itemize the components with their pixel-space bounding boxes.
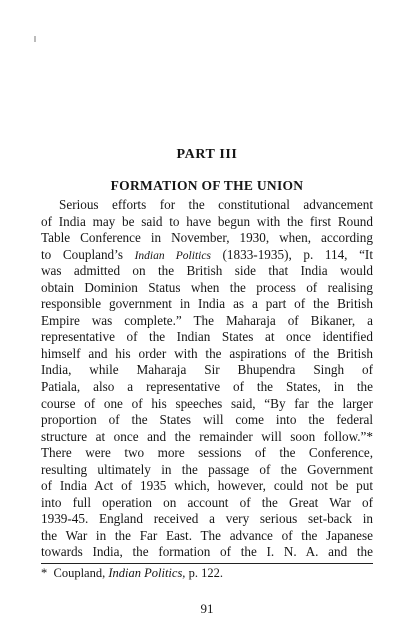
part-heading: PART III — [176, 147, 238, 162]
footnote-title: Indian Politics, — [108, 566, 186, 580]
footnote-author: Coupland, — [53, 566, 106, 580]
text-line: resulting ultimately in the passage of the Government — [41, 461, 373, 477]
text-line: representative of the Indian States at once identified — [41, 329, 373, 345]
text-line: the War in the Far East. The advance of the Japanese — [41, 527, 373, 543]
text-line: of India may be said to have begun with the first Round — [41, 213, 373, 229]
text-line: India, while Maharaja Sir Bhupendra Singh of — [41, 362, 373, 378]
text-line: responsible government in India as a part of the British — [41, 296, 373, 312]
text-line: obtain Dominion Status when the process of realising — [41, 279, 373, 295]
text-line: proportion of the States will come into the federal — [41, 412, 373, 428]
text-line: 1939-45. England received a very serious set-back in — [41, 511, 373, 527]
text-line: Patiala, also a representative of the States, in the — [41, 379, 373, 395]
text-line — [41, 247, 373, 264]
footnote-rule — [41, 563, 373, 564]
text-line: towards India, the formation of the I. N. A. and the — [41, 544, 373, 560]
text-line: of India Act of 1935 which, however, could not be put — [41, 478, 373, 494]
text-line: structure at once and the remainder will soon follow.”* — [41, 428, 373, 444]
footnote-marker: * — [41, 566, 48, 580]
text-segment: (1833-1935), p. 114, “It — [210, 246, 373, 262]
page-number: 91 — [200, 601, 214, 616]
body-text — [41, 197, 373, 561]
section-heading: FORMATION OF THE UNION — [110, 178, 304, 193]
footnote-page: p. 122. — [188, 566, 223, 580]
text-line: course of one of his speeches said, “By far the larger — [41, 395, 373, 411]
text-line: was admitted on the British side that India would — [41, 263, 373, 279]
text-line: Serious efforts for the constitutional advancement — [59, 197, 373, 212]
text-line: Table Conference in November, 1930, when, according — [41, 230, 373, 246]
text-line: Empire was complete.” The Maharaja of Bikaner, a — [41, 312, 373, 328]
text-line: There were two more sessions of the Conference, — [41, 445, 373, 461]
text-line: himself and his order with the aspirations of the British — [41, 345, 373, 361]
book-title: Indian Politics — [134, 249, 211, 262]
footnote — [41, 566, 223, 581]
text-segment: to Coupland’s — [41, 246, 135, 262]
scan-mark — [34, 36, 36, 42]
text-line: into full operation on account of the Great War of — [41, 494, 373, 510]
